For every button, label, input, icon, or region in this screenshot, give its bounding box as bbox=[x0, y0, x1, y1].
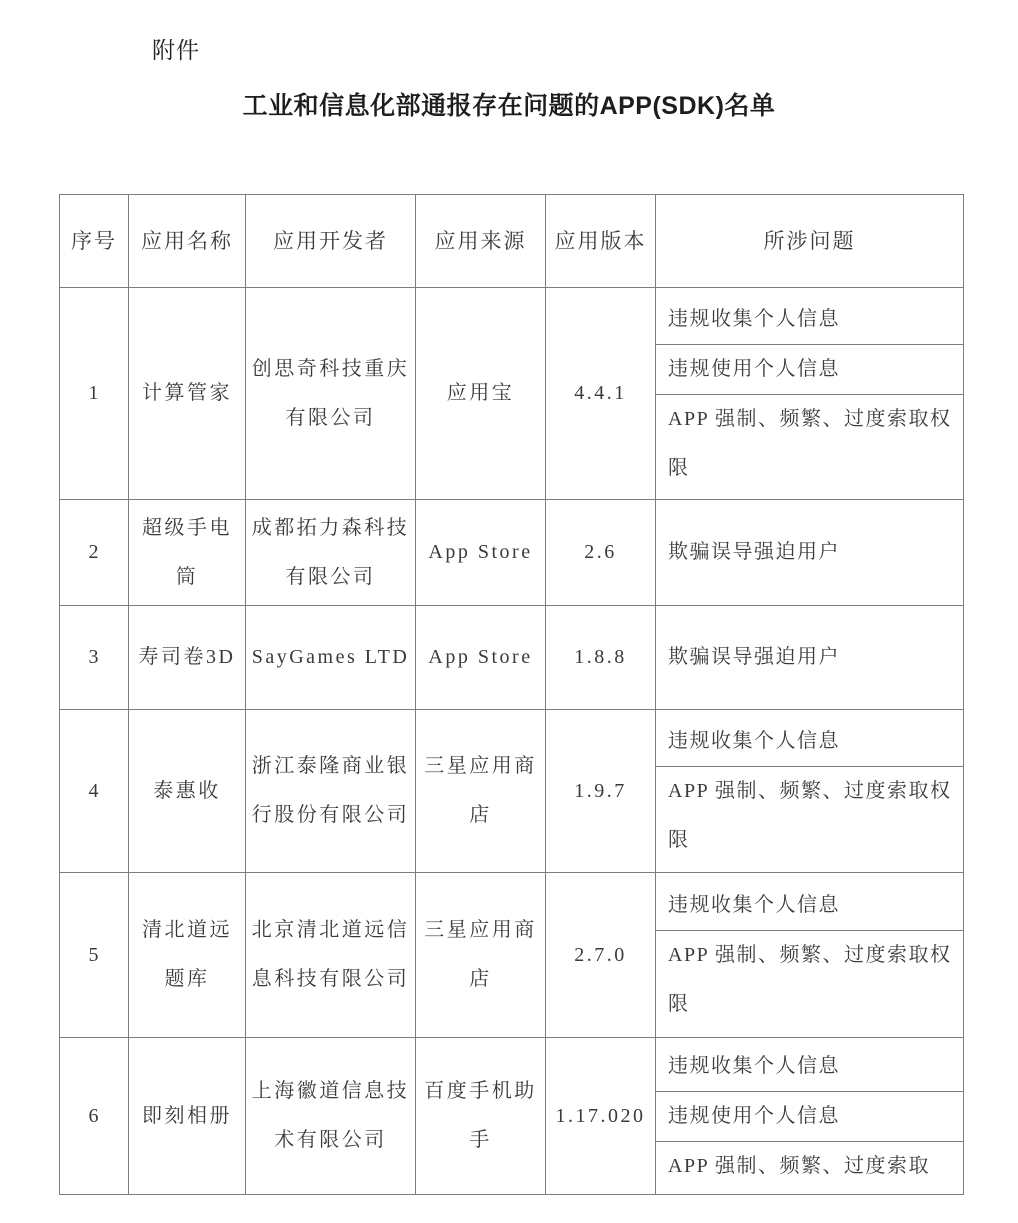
cell-seq: 5 bbox=[60, 873, 129, 1038]
cell-version: 2.6 bbox=[546, 500, 656, 606]
column-header-version bbox=[546, 195, 656, 288]
cell-issues bbox=[656, 288, 964, 500]
cell-app-name bbox=[129, 873, 246, 1038]
issue-item bbox=[656, 633, 963, 682]
issue-text: 违规收集个人信息 bbox=[656, 1042, 963, 1092]
column-header-issues bbox=[656, 195, 964, 288]
cell-source bbox=[416, 606, 546, 710]
attachment-label: 附件 bbox=[152, 37, 200, 63]
cell-app-name-text: 超级手电筒 bbox=[142, 516, 232, 588]
issue-text: 违规收集个人信息 bbox=[656, 717, 963, 767]
column-header-seq-label: 序号 bbox=[71, 229, 117, 253]
cell-seq: 4 bbox=[60, 710, 129, 873]
issue-item bbox=[656, 717, 963, 767]
cell-issues bbox=[656, 606, 964, 710]
cell-app-name-text: 清北道远题库 bbox=[142, 919, 232, 990]
cell-issues bbox=[656, 710, 964, 873]
column-header-source bbox=[416, 195, 546, 288]
cell-seq: 3 bbox=[60, 606, 129, 710]
cell-version: 1.9.7 bbox=[546, 710, 656, 873]
cell-app-name bbox=[129, 710, 246, 873]
issue-item bbox=[656, 1091, 963, 1141]
table-header-row bbox=[60, 195, 964, 288]
cell-developer-text: 北京清北道远信息科技有限公司 bbox=[251, 919, 410, 990]
issue-list bbox=[656, 633, 963, 682]
cell-developer bbox=[246, 606, 416, 710]
issue-text: 欺骗误导强迫用户 bbox=[668, 646, 840, 668]
cell-source-text: App Store bbox=[428, 541, 533, 563]
cell-app-name bbox=[129, 288, 246, 500]
cell-version: 1.17.020 bbox=[546, 1038, 656, 1195]
column-header-issues-label: 所涉问题 bbox=[763, 229, 856, 253]
cell-developer-text: 上海徽道信息技术有限公司 bbox=[251, 1080, 410, 1151]
cell-source-text: 应用宝 bbox=[446, 382, 515, 404]
issue-list bbox=[656, 528, 963, 577]
issue-text: 违规使用个人信息 bbox=[656, 1091, 963, 1141]
issue-item bbox=[656, 344, 963, 394]
issue-item bbox=[656, 394, 963, 493]
issue-text: APP 强制、频繁、过度索取权限 bbox=[668, 407, 952, 479]
column-header-source-label: 应用来源 bbox=[434, 229, 527, 253]
issue-text: APP 强制、频繁、过度索取 bbox=[668, 1154, 930, 1177]
column-header-developer-label: 应用开发者 bbox=[273, 229, 388, 253]
issue-item bbox=[656, 931, 963, 1030]
cell-source-text: 三星应用商店 bbox=[424, 755, 537, 826]
issue-text: 违规收集个人信息 bbox=[656, 881, 963, 931]
cell-issues bbox=[656, 500, 964, 606]
cell-source-text: App Store bbox=[428, 646, 533, 668]
issue-list bbox=[656, 881, 963, 1029]
table-body bbox=[60, 288, 964, 1195]
issue-item bbox=[656, 1042, 963, 1092]
issue-list bbox=[656, 1042, 963, 1191]
cell-seq: 6 bbox=[60, 1038, 129, 1195]
cell-developer bbox=[246, 1038, 416, 1195]
cell-app-name-text: 计算管家 bbox=[142, 382, 232, 404]
cell-issues bbox=[656, 1038, 964, 1195]
issue-item bbox=[656, 528, 963, 577]
cell-source-text: 百度手机助手 bbox=[424, 1080, 537, 1151]
column-header-version-label: 应用版本 bbox=[554, 229, 647, 253]
table-row bbox=[60, 288, 964, 500]
cell-developer bbox=[246, 500, 416, 606]
cell-version: 2.7.0 bbox=[546, 873, 656, 1038]
cell-app-name bbox=[129, 1038, 246, 1195]
cell-app-name-text: 寿司卷3D bbox=[138, 646, 236, 668]
cell-seq: 2 bbox=[60, 500, 129, 606]
column-header-app-name-label: 应用名称 bbox=[141, 229, 233, 253]
cell-developer bbox=[246, 873, 416, 1038]
cell-app-name-text: 泰惠收 bbox=[153, 779, 221, 802]
cell-version: 1.8.8 bbox=[546, 606, 656, 710]
cell-source bbox=[416, 500, 546, 606]
page-title: 工业和信息化部通报存在问题的APP(SDK)名单 bbox=[242, 92, 776, 120]
column-header-app-name bbox=[129, 195, 246, 288]
issue-text: 违规收集个人信息 bbox=[656, 295, 963, 345]
table-row bbox=[60, 873, 964, 1038]
cell-source bbox=[416, 873, 546, 1038]
cell-developer-text: 浙江泰隆商业银行股份有限公司 bbox=[251, 755, 410, 826]
issue-text: 欺骗误导强迫用户 bbox=[668, 541, 840, 563]
issue-item bbox=[656, 767, 963, 866]
column-header-seq bbox=[60, 195, 129, 288]
app-list-table bbox=[59, 194, 964, 1195]
issue-item bbox=[656, 881, 963, 931]
issue-text: APP 强制、频繁、过度索取权限 bbox=[668, 944, 952, 1015]
cell-version: 4.4.1 bbox=[546, 288, 656, 500]
cell-developer-text: 创思奇科技重庆有限公司 bbox=[251, 357, 410, 429]
cell-issues bbox=[656, 873, 964, 1038]
cell-source-text: 三星应用商店 bbox=[424, 919, 537, 990]
cell-developer-text: SayGames LTD bbox=[251, 646, 410, 668]
issue-text: 违规使用个人信息 bbox=[656, 344, 963, 394]
cell-app-name bbox=[129, 500, 246, 606]
cell-seq: 1 bbox=[60, 288, 129, 500]
table-row bbox=[60, 710, 964, 873]
column-header-developer bbox=[246, 195, 416, 288]
table-row bbox=[60, 1038, 964, 1195]
issue-item bbox=[656, 295, 963, 345]
cell-app-name-text: 即刻相册 bbox=[142, 1104, 232, 1127]
cell-developer bbox=[246, 288, 416, 500]
issue-list bbox=[656, 717, 963, 865]
table-row bbox=[60, 606, 964, 710]
app-list-table-wrap bbox=[59, 194, 963, 1195]
cell-app-name bbox=[129, 606, 246, 710]
issue-list bbox=[656, 295, 963, 493]
issue-text: APP 强制、频繁、过度索取权限 bbox=[668, 780, 952, 851]
cell-source bbox=[416, 1038, 546, 1195]
cell-source bbox=[416, 710, 546, 873]
cell-developer bbox=[246, 710, 416, 873]
issue-item bbox=[656, 1141, 963, 1191]
cell-source bbox=[416, 288, 546, 500]
cell-developer-text: 成都拓力森科技有限公司 bbox=[251, 516, 410, 588]
table-header bbox=[60, 195, 964, 288]
table-row bbox=[60, 500, 964, 606]
